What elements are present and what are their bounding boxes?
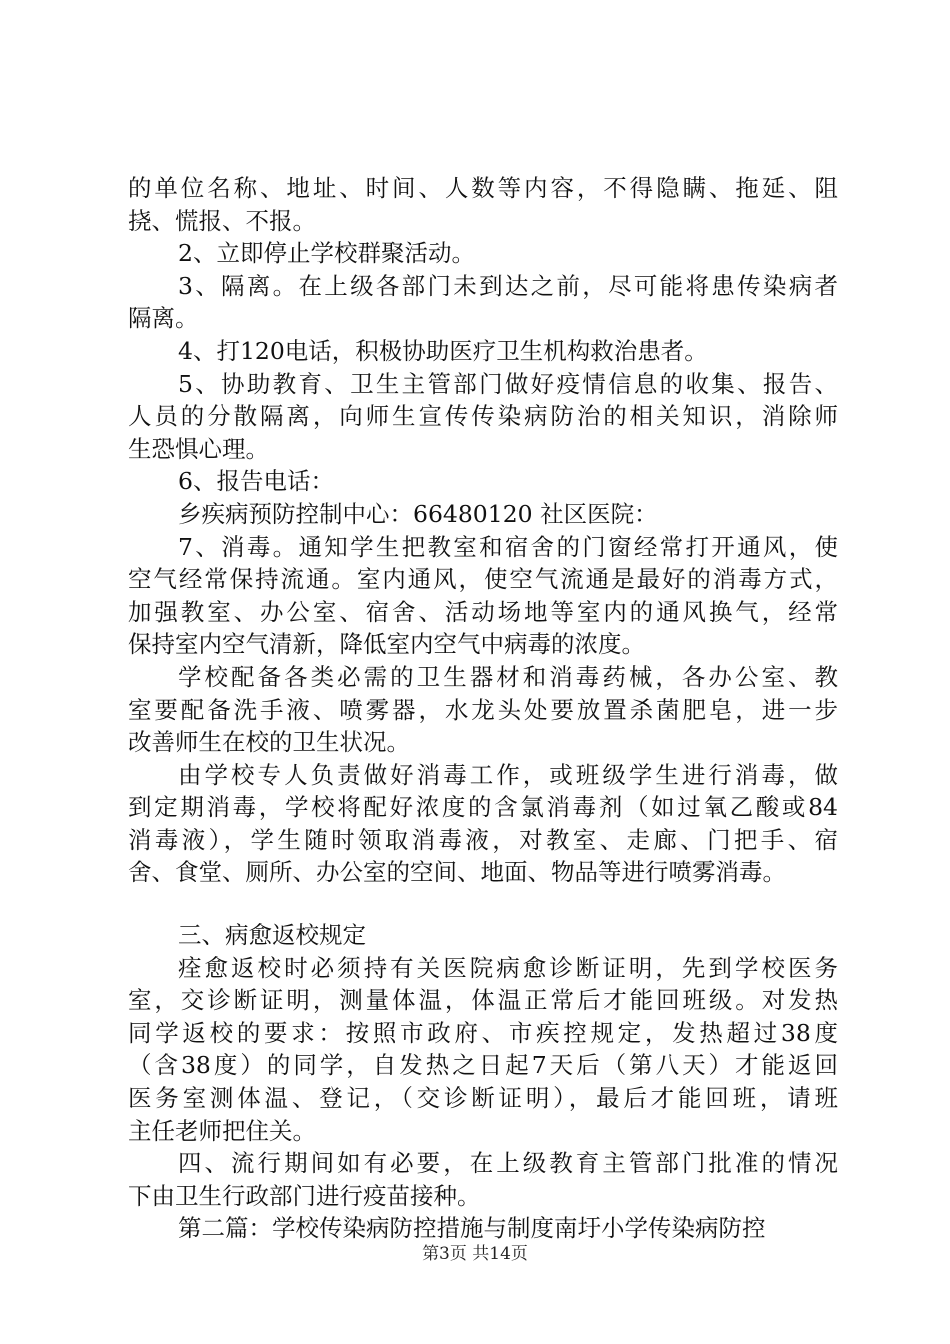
text-line: 舍、食堂、厕所、办公室的空间、地面、物品等进行喷雾消毒。	[128, 858, 786, 887]
text-line: 保持室内空气清新，降低室内空气中病毒的浓度。	[128, 630, 645, 659]
paragraph-item-4	[128, 335, 838, 368]
text-line: 人员的分散隔离，向师生宣传传染病防治的相关知识，消除师	[128, 402, 838, 431]
text-line: 挠、慌报、不报。	[128, 206, 316, 235]
paragraph-phone-numbers	[128, 498, 838, 531]
text-line: 5、协助教育、卫生主管部门做好疫情信息的收集、报告、	[178, 369, 838, 398]
text-line: 到定期消毒，学校将配好浓度的含氯消毒剂（如过氧乙酸或84	[128, 793, 838, 822]
text-line: 消毒液），学生随时领取消毒液，对教室、走廊、门把手、宿	[128, 825, 838, 854]
section-heading-4	[128, 1147, 838, 1212]
paragraph-item-2	[128, 237, 838, 270]
text-line: 3、隔离。在上级各部门未到达之前，尽可能将患传染病者	[178, 271, 838, 300]
text-line: 2、立即停止学校群聚活动。	[178, 239, 475, 268]
text-line: 同学返校的要求：按照市政府、市疾控规定，发热超过38度	[128, 1018, 838, 1047]
paragraph-item-5	[128, 368, 838, 466]
paragraph-item-3	[128, 270, 838, 335]
text-line: 6、报告电话：	[178, 467, 334, 496]
text-line: 改善师生在校的卫生状况。	[128, 728, 410, 757]
section-heading-3	[128, 919, 838, 952]
text-line: 痊愈返校时必须持有关医院病愈诊断证明，先到学校医务	[178, 953, 838, 982]
text-line: 加强教室、办公室、宿舍、活动场地等室内的通风换气，经常	[128, 597, 838, 626]
text-line: 室要配备洗手液、喷雾器，水龙头处要放置杀菌肥皂，进一步	[128, 695, 838, 724]
text-line: 下由卫生行政部门进行疫苗接种。	[128, 1181, 481, 1210]
text-line: 乡疾病预防控制中心：66480120 社区医院：	[178, 499, 658, 528]
text-line: 室，交诊断证明，测量体温，体温正常后才能回班级。对发热	[128, 986, 838, 1015]
text-line: 空气经常保持流通。室内通风，使空气流通是最好的消毒方式，	[128, 565, 838, 594]
text-line: 三、病愈返校规定	[178, 921, 366, 950]
paragraph-item-6	[128, 465, 838, 498]
paragraph-disinfection	[128, 759, 838, 889]
paragraph-item-7	[128, 531, 838, 661]
text-line: 生恐惧心理。	[128, 434, 269, 463]
paragraph-equipment	[128, 661, 838, 759]
text-line: 学校配备各类必需的卫生器材和消毒药械，各办公室、教	[178, 662, 838, 691]
text-line: 的单位名称、地址、时间、人数等内容，不得隐瞒、拖延、阻	[128, 174, 838, 202]
text-line: 主任老师把住关。	[128, 1116, 316, 1145]
paragraph-second-article	[128, 1212, 838, 1245]
document-body	[128, 172, 838, 1245]
text-line: 4、打120电话，积极协助医疗卫生机构救治患者。	[178, 336, 708, 365]
text-line: 由学校专人负责做好消毒工作，或班级学生进行消毒，做	[178, 760, 838, 789]
paragraph-return-rules	[128, 952, 838, 1148]
text-line: （含38度）的同学，自发热之日起7天后（第八天）才能返回	[128, 1051, 838, 1080]
paragraph-gap	[128, 889, 838, 919]
text-line: 四、流行期间如有必要，在上级教育主管部门批准的情况	[178, 1149, 838, 1178]
text-line: 隔离。	[128, 304, 199, 333]
text-line: 第二篇：学校传染病防控措施与制度南圩小学传染病防控	[178, 1214, 766, 1243]
text-line: 医务室测体温、登记，（交诊断证明），最后才能回班，请班	[128, 1084, 838, 1113]
text-line: 7、消毒。通知学生把教室和宿舍的门窗经常打开通风，使	[178, 532, 838, 561]
paragraph-report-content	[128, 172, 838, 237]
page-number-footer: 第3页 共14页	[422, 1244, 528, 1264]
